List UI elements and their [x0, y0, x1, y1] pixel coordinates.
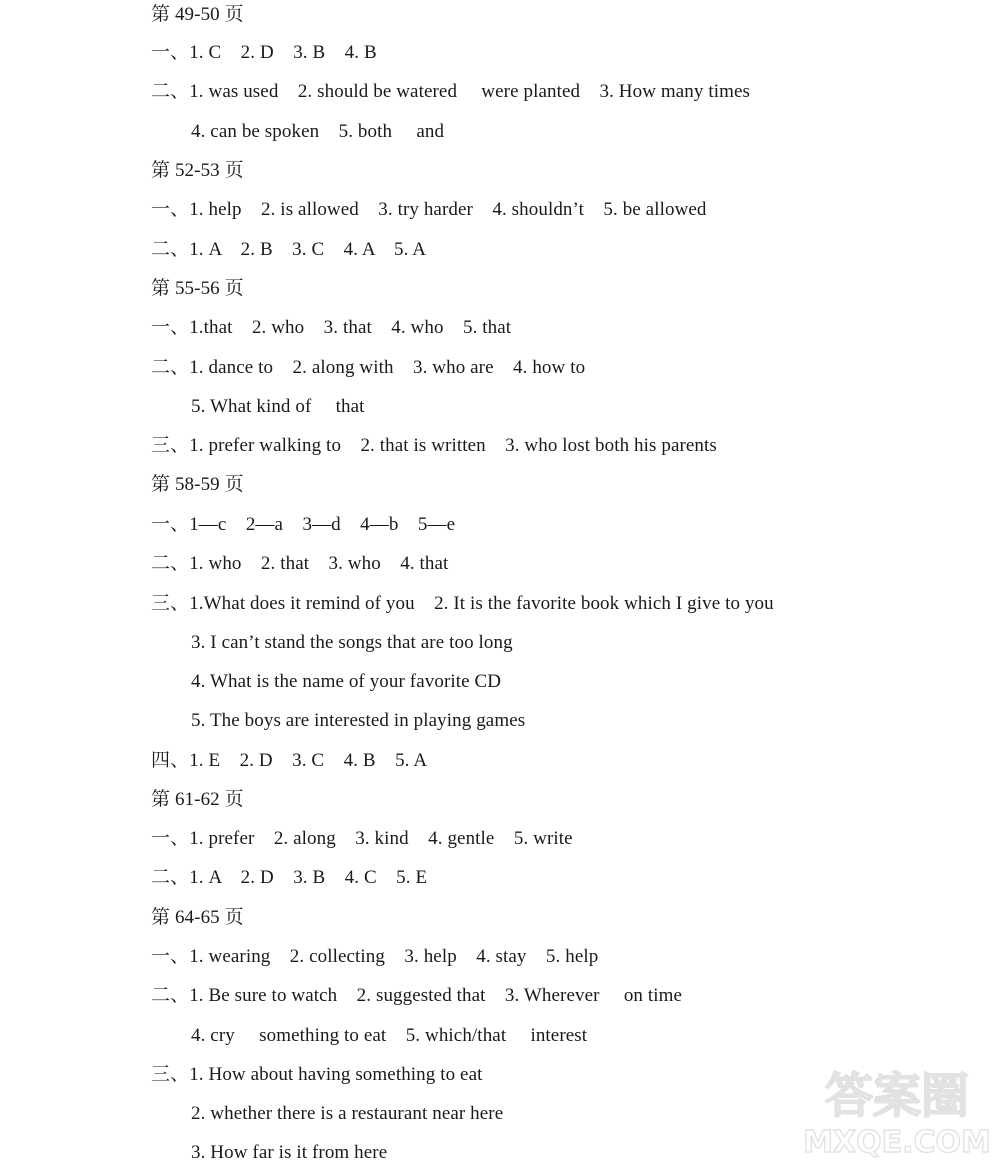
section-heading-49-50: 第 49-50 页 [151, 4, 244, 25]
answer-line: 二、1. A 2. B 3. C 4. A 5. A [151, 239, 427, 260]
answer-line: 5. The boys are interested in playing games [191, 710, 526, 731]
answer-line: 二、1. A 2. D 3. B 4. C 5. E [151, 867, 428, 888]
answer-line: 三、1. How about having something to eat [151, 1064, 483, 1085]
answer-line: 4. What is the name of your favorite CD [191, 671, 502, 692]
answer-line: 4. can be spoken 5. both and [191, 121, 445, 142]
answer-line: 2. whether there is a restaurant near here [191, 1103, 504, 1124]
watermark-top-text: 答案圈 [824, 1068, 970, 1124]
section-heading-55-56: 第 55-56 页 [151, 278, 244, 299]
answer-line: 二、1. who 2. that 3. who 4. that [151, 553, 449, 574]
answer-line: 3. I can’t stand the songs that are too long [191, 632, 513, 653]
answer-line: 四、1. E 2. D 3. C 4. B 5. A [151, 750, 428, 771]
answer-line: 3. How far is it from here [191, 1142, 388, 1163]
answer-line: 5. What kind of that [191, 396, 365, 417]
answer-line: 三、1.What does it remind of you 2. It is the favorite book which I give to you [151, 593, 774, 614]
section-heading-52-53: 第 52-53 页 [151, 160, 244, 181]
answer-line: 二、1. Be sure to watch 2. suggested that 3. Wherever on time [151, 985, 683, 1006]
section-heading-58-59: 第 58-59 页 [151, 474, 244, 495]
answer-line: 二、1. was used 2. should be watered were planted 3. How many times [151, 81, 751, 102]
watermark-bottom-text: MXQE.COM [803, 1125, 991, 1160]
section-heading-64-65: 第 64-65 页 [151, 907, 244, 928]
answer-line: 一、1. help 2. is allowed 3. try harder 4. shouldn’t 5. be allowed [151, 199, 707, 220]
answer-line: 一、1—c 2—a 3—d 4—b 5—e [151, 514, 456, 535]
answer-line: 一、1.that 2. who 3. that 4. who 5. that [151, 317, 512, 338]
answer-line: 二、1. dance to 2. along with 3. who are 4. how to [151, 357, 586, 378]
answer-line: 4. cry something to eat 5. which/that interest [191, 1025, 588, 1046]
watermark-logo [802, 1060, 992, 1160]
answer-line: 一、1. wearing 2. collecting 3. help 4. stay 5. help [151, 946, 599, 967]
answer-line: 一、1. C 2. D 3. B 4. B [151, 42, 377, 63]
answer-line: 一、1. prefer 2. along 3. kind 4. gentle 5. write [151, 828, 573, 849]
answer-line: 三、1. prefer walking to 2. that is written 3. who lost both his parents [151, 435, 717, 456]
section-heading-61-62: 第 61-62 页 [151, 789, 244, 810]
